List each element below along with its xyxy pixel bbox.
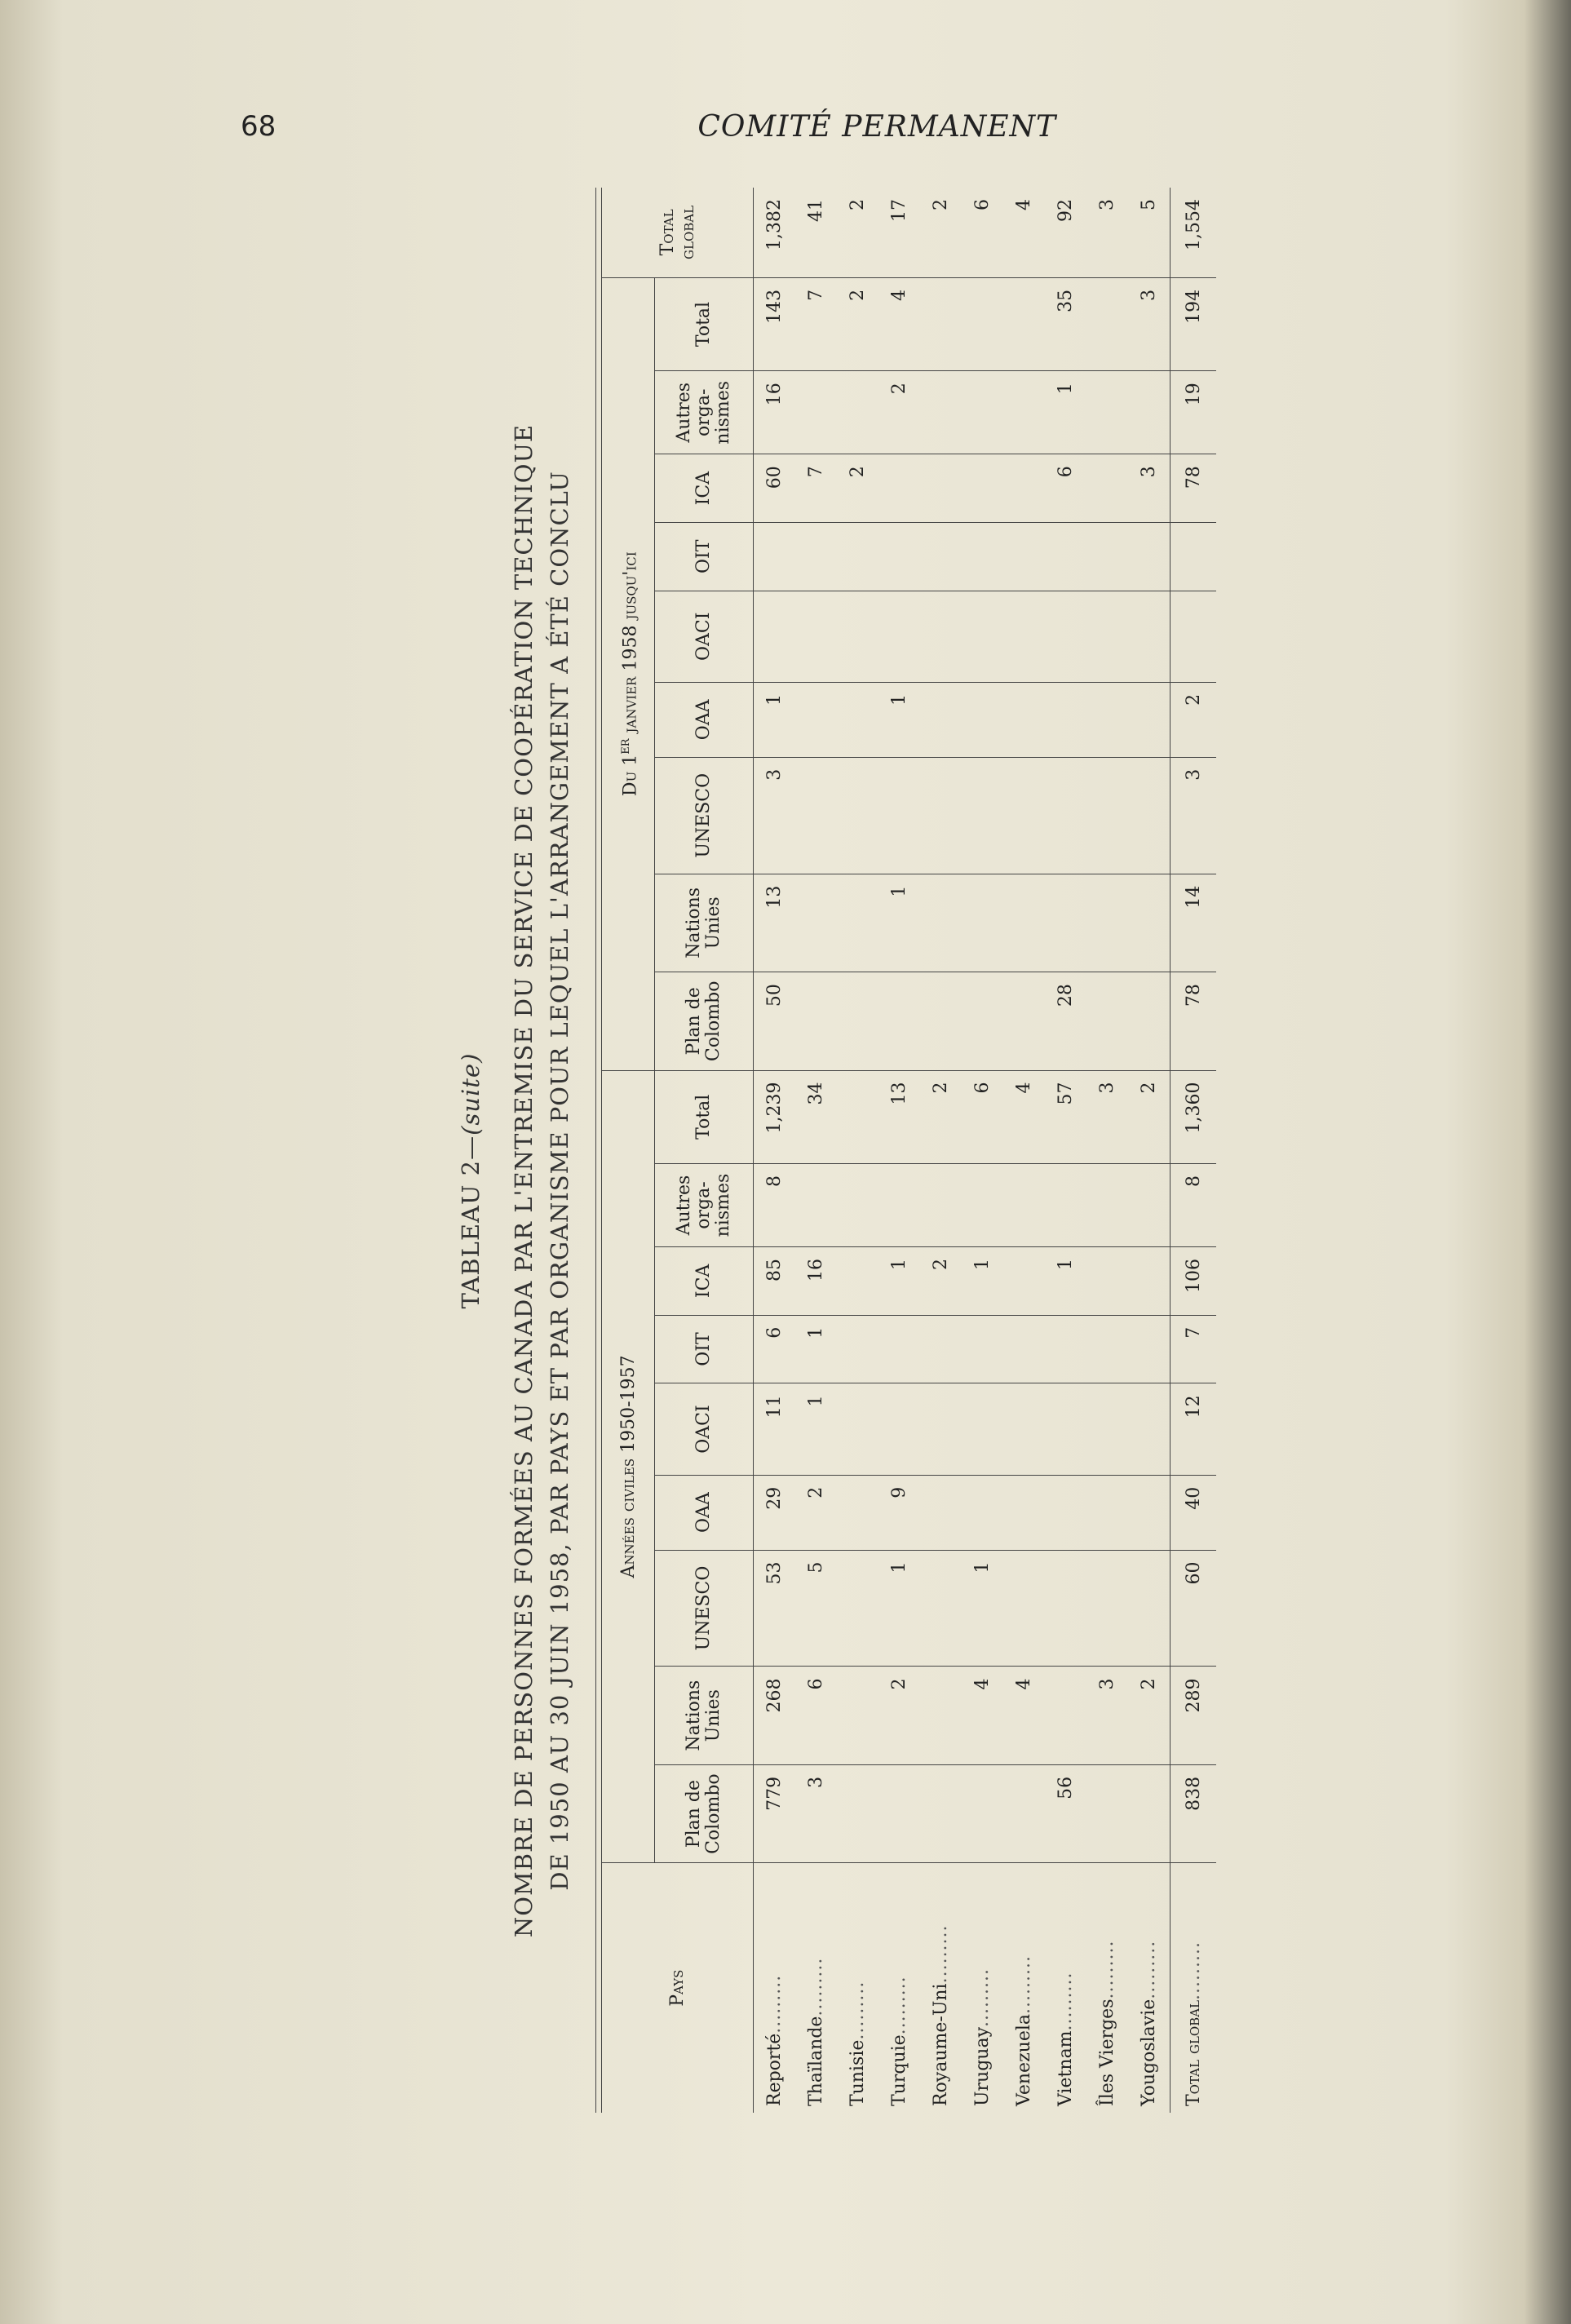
country-cell [962, 1863, 1003, 2113]
value-cell [1045, 522, 1086, 591]
value-cell [962, 972, 1003, 1070]
col-header-oaci-a: OACI [655, 1383, 754, 1475]
value-cell [878, 591, 920, 682]
value-cell [1086, 277, 1128, 370]
value-cell [1003, 1550, 1045, 1667]
value-cell [962, 1383, 1003, 1475]
value-cell [795, 874, 837, 972]
value-cell [920, 972, 962, 1070]
value-cell: 50 [754, 972, 796, 1070]
value-cell [878, 757, 920, 874]
value-cell: 1 [878, 1550, 920, 1667]
group-header-1950-1957: Années civiles 1950-1957 [602, 1070, 655, 1863]
country-name: Yougoslavie [1139, 1999, 1159, 2106]
col-header-oaa-b: OAA [655, 682, 754, 757]
value-cell [754, 522, 796, 591]
value-cell [1003, 454, 1045, 523]
value-cell [1045, 874, 1086, 972]
col-header-nu-a: Nations Unies [655, 1667, 754, 1764]
value-cell [1086, 1550, 1128, 1667]
value-cell [1045, 1383, 1086, 1475]
value-cell [878, 1163, 920, 1246]
value-cell: 53 [754, 1550, 796, 1667]
value-cell: 1,239 [754, 1070, 796, 1163]
value-cell [1003, 682, 1045, 757]
value-cell: 1,360 [1171, 1070, 1217, 1163]
value-cell: 3 [795, 1764, 837, 1862]
value-cell [837, 1764, 878, 1862]
value-cell [962, 1315, 1003, 1383]
value-cell [837, 1383, 878, 1475]
value-cell [920, 1550, 962, 1667]
value-cell: 57 [1045, 1070, 1086, 1163]
value-cell [1003, 591, 1045, 682]
value-cell [1045, 1315, 1086, 1383]
value-cell [837, 682, 878, 757]
value-cell [1128, 682, 1171, 757]
value-cell: 1 [878, 682, 920, 757]
country-name: Venezuela [1014, 2013, 1034, 2106]
value-cell: 4 [962, 1667, 1003, 1764]
value-cell: 5 [795, 1550, 837, 1667]
total-global-cell: 3 [1086, 188, 1128, 277]
leader-dots: ......... [806, 1957, 826, 2016]
value-cell: 3 [1128, 277, 1171, 370]
leader-dots: ......... [1183, 1941, 1204, 2000]
value-cell [1128, 874, 1171, 972]
country-name: Reporté [764, 2033, 785, 2106]
value-cell [1045, 682, 1086, 757]
rotated-content [457, 188, 1309, 2174]
col-header-ica-a: ICA [655, 1247, 754, 1316]
value-cell [837, 522, 878, 591]
value-cell [1086, 1475, 1128, 1550]
value-cell [920, 454, 962, 523]
total-global-cell: 41 [795, 188, 837, 277]
value-cell [1086, 371, 1128, 454]
value-cell: 2 [1128, 1070, 1171, 1163]
value-cell: 12 [1171, 1383, 1217, 1475]
country-name: Uruguay [972, 2026, 993, 2106]
value-cell [920, 371, 962, 454]
table-label-text: TABLEAU 2— [457, 1135, 485, 1309]
value-cell: 4 [878, 277, 920, 370]
value-cell [1128, 972, 1171, 1070]
value-cell: 4 [1003, 1070, 1045, 1163]
value-cell: 3 [1086, 1070, 1128, 1163]
value-cell [878, 454, 920, 523]
header-columns-row [655, 188, 754, 2113]
value-cell: 60 [754, 454, 796, 523]
value-cell [795, 972, 837, 1070]
value-cell [1003, 1315, 1045, 1383]
col-header-total-a: Total [655, 1070, 754, 1163]
value-cell [878, 1383, 920, 1475]
country-cell [1128, 1863, 1171, 2113]
value-cell [920, 757, 962, 874]
value-cell [1128, 371, 1171, 454]
value-cell [1003, 1163, 1045, 1246]
table-row [837, 188, 878, 2113]
value-cell: 29 [754, 1475, 796, 1550]
value-cell [920, 1315, 962, 1383]
value-cell [1003, 1247, 1045, 1316]
value-cell: 838 [1171, 1764, 1217, 1862]
value-cell: 4 [1003, 1667, 1045, 1764]
value-cell [795, 522, 837, 591]
value-cell [1003, 1475, 1045, 1550]
value-cell [1128, 757, 1171, 874]
leader-dots: ......... [1139, 1940, 1159, 1999]
value-cell: 194 [1171, 277, 1217, 370]
col-header-unesco-a: UNESCO [655, 1550, 754, 1667]
value-cell: 3 [1171, 757, 1217, 874]
value-cell: 11 [754, 1383, 796, 1475]
total-global-cell: 2 [920, 188, 962, 277]
table-row [962, 188, 1003, 2113]
value-cell: 34 [795, 1070, 837, 1163]
country-name: Thaïlande [806, 2016, 826, 2106]
value-cell: 16 [795, 1247, 837, 1316]
col-header-plan-a: Plan de Colombo [655, 1764, 754, 1862]
total-row [1171, 188, 1217, 2113]
value-cell [920, 874, 962, 972]
col-header-autres-a: Autres orga- nismes [655, 1163, 754, 1246]
value-cell [1086, 1163, 1128, 1246]
value-cell: 1 [962, 1247, 1003, 1316]
value-cell [1003, 1764, 1045, 1862]
total-global-cell: 92 [1045, 188, 1086, 277]
value-cell [1086, 1383, 1128, 1475]
value-cell [1086, 1247, 1128, 1316]
value-cell [878, 1764, 920, 1862]
group-2-suffix: janvier 1958 jusqu'ici [620, 551, 641, 739]
value-cell [878, 1315, 920, 1383]
value-cell: 2 [837, 454, 878, 523]
value-cell [837, 1247, 878, 1316]
value-cell: 16 [754, 371, 796, 454]
value-cell [920, 522, 962, 591]
country-cell [795, 1863, 837, 2113]
value-cell [1045, 1550, 1086, 1667]
value-cell [837, 1550, 878, 1667]
group-header-1958 [602, 277, 655, 1070]
value-cell: 13 [754, 874, 796, 972]
table-row [795, 188, 837, 2113]
country-cell [1171, 1863, 1217, 2113]
table-row [1086, 188, 1128, 2113]
col-header-oit-b: OIT [655, 522, 754, 591]
country-cell [1086, 1863, 1128, 2113]
value-cell [1003, 522, 1045, 591]
country-cell [1045, 1863, 1086, 2113]
value-cell [837, 1315, 878, 1383]
value-cell [1128, 1475, 1171, 1550]
header-group-row [602, 188, 655, 2113]
col-header-oaci-b: OACI [655, 591, 754, 682]
total-global-cell: 2 [837, 188, 878, 277]
table-row [1045, 188, 1086, 2113]
col-header-oit-a: OIT [655, 1315, 754, 1383]
country-cell [1003, 1863, 1045, 2113]
value-cell [920, 1163, 962, 1246]
value-cell [837, 1163, 878, 1246]
value-cell: 56 [1045, 1764, 1086, 1862]
value-cell [962, 522, 1003, 591]
value-cell [920, 682, 962, 757]
value-cell: 2 [920, 1070, 962, 1163]
value-cell: 7 [1171, 1315, 1217, 1383]
value-cell [1128, 1383, 1171, 1475]
value-cell [920, 1764, 962, 1862]
col-header-total-global: Total global [602, 188, 754, 277]
value-cell [1045, 591, 1086, 682]
value-cell [1003, 874, 1045, 972]
leader-dots: ......... [931, 1924, 951, 1984]
value-cell: 7 [795, 277, 837, 370]
value-cell: 2 [795, 1475, 837, 1550]
value-cell: 268 [754, 1667, 796, 1764]
value-cell [1086, 757, 1128, 874]
value-cell [920, 277, 962, 370]
value-cell [1086, 874, 1128, 972]
leader-dots: ......... [764, 1974, 785, 2034]
data-table [602, 188, 1216, 2113]
value-cell [1128, 1315, 1171, 1383]
value-cell: 6 [1045, 454, 1086, 523]
col-header-autres-b: Autres orga- nismes [655, 371, 754, 454]
value-cell: 78 [1171, 972, 1217, 1070]
country-name: Turquie [889, 2034, 909, 2106]
total-global-cell: 4 [1003, 188, 1045, 277]
value-cell [754, 591, 796, 682]
value-cell [1003, 972, 1045, 1070]
value-cell: 2 [837, 277, 878, 370]
value-cell [837, 757, 878, 874]
col-header-total-b: Total [655, 277, 754, 370]
value-cell: 19 [1171, 371, 1217, 454]
value-cell [920, 591, 962, 682]
value-cell: 1 [795, 1383, 837, 1475]
country-cell [878, 1863, 920, 2113]
value-cell [962, 371, 1003, 454]
table-row [1128, 188, 1171, 2113]
value-cell: 28 [1045, 972, 1086, 1070]
value-cell: 2 [1128, 1667, 1171, 1764]
value-cell: 2 [920, 1247, 962, 1316]
value-cell [920, 1383, 962, 1475]
value-cell [795, 371, 837, 454]
value-cell [795, 1163, 837, 1246]
value-cell [962, 277, 1003, 370]
table-label [457, 188, 485, 2174]
value-cell [837, 1475, 878, 1550]
value-cell [1045, 1475, 1086, 1550]
value-cell [962, 874, 1003, 972]
leader-dots: ......... [1097, 1940, 1117, 1999]
value-cell [962, 1475, 1003, 1550]
total-global-cell: 5 [1128, 188, 1171, 277]
col-header-pays: Pays [667, 1969, 688, 2007]
country-name: Royaume-Uni [931, 1983, 951, 2106]
country-name: Tunisie [847, 2039, 868, 2106]
value-cell [837, 1070, 878, 1163]
value-cell [837, 591, 878, 682]
value-cell: 13 [878, 1070, 920, 1163]
value-cell: 106 [1171, 1247, 1217, 1316]
group-2-prefix: Du 1 [620, 754, 641, 797]
country-cell [920, 1863, 962, 2113]
value-cell: 2 [1171, 682, 1217, 757]
table-head [602, 188, 754, 2113]
value-cell [1086, 682, 1128, 757]
value-cell [878, 972, 920, 1070]
value-cell [1128, 522, 1171, 591]
country-cell [837, 1863, 878, 2113]
value-cell: 7 [795, 454, 837, 523]
country-name: Total global [1183, 2000, 1204, 2106]
table-row [1003, 188, 1045, 2113]
value-cell: 779 [754, 1764, 796, 1862]
value-cell [1086, 454, 1128, 523]
value-cell [1003, 277, 1045, 370]
value-cell: 3 [1086, 1667, 1128, 1764]
value-cell [795, 591, 837, 682]
table-title [506, 188, 578, 2174]
running-title: COMITÉ PERMANENT [697, 110, 1056, 144]
value-cell [1045, 1163, 1086, 1246]
total-global-cell: 1,554 [1171, 188, 1217, 277]
value-cell: 3 [1128, 454, 1171, 523]
value-cell: 2 [878, 371, 920, 454]
col-header-oaa-a: OAA [655, 1475, 754, 1550]
value-cell [920, 1475, 962, 1550]
value-cell [1045, 1667, 1086, 1764]
value-cell [962, 454, 1003, 523]
value-cell: 40 [1171, 1475, 1217, 1550]
value-cell [1128, 1550, 1171, 1667]
value-cell [795, 682, 837, 757]
page-number: 68 [241, 110, 277, 143]
value-cell: 85 [754, 1247, 796, 1316]
value-cell [1086, 972, 1128, 1070]
leader-dots: ......... [889, 1976, 909, 2035]
value-cell [962, 1764, 1003, 1862]
value-cell [795, 757, 837, 874]
value-cell: 1 [962, 1550, 1003, 1667]
total-global-cell: 6 [962, 188, 1003, 277]
leader-dots: ......... [847, 1981, 868, 2040]
value-cell: 2 [878, 1667, 920, 1764]
value-cell [920, 1667, 962, 1764]
value-cell [1171, 522, 1217, 591]
table-label-suffix: (suite) [457, 1052, 485, 1135]
value-cell [837, 972, 878, 1070]
group-2-sup: er [615, 738, 633, 755]
value-cell [837, 874, 878, 972]
value-cell [962, 1163, 1003, 1246]
value-cell [962, 591, 1003, 682]
value-cell: 6 [754, 1315, 796, 1383]
value-cell: 1 [1045, 1247, 1086, 1316]
value-cell: 8 [754, 1163, 796, 1246]
col-header-nu-b: Nations Unies [655, 874, 754, 972]
table-body [754, 188, 1217, 2113]
value-cell: 1 [1045, 371, 1086, 454]
value-cell [1128, 591, 1171, 682]
value-cell [1003, 757, 1045, 874]
double-rule [595, 188, 602, 2113]
value-cell: 143 [754, 277, 796, 370]
value-cell [1086, 522, 1128, 591]
value-cell [1086, 1315, 1128, 1383]
value-cell: 9 [878, 1475, 920, 1550]
table-title-line-2: DE 1950 AU 30 JUIN 1958, PAR PAYS ET PAR ORGANISME POUR LEQUEL L'ARRANGEMENT A ÉTÉ CONCLU [546, 471, 573, 1891]
col-header-unesco-b: UNESCO [655, 757, 754, 874]
value-cell: 1 [754, 682, 796, 757]
value-cell [1128, 1163, 1171, 1246]
value-cell: 35 [1045, 277, 1086, 370]
value-cell: 1 [795, 1315, 837, 1383]
value-cell [962, 682, 1003, 757]
value-cell: 289 [1171, 1667, 1217, 1764]
value-cell: 8 [1171, 1163, 1217, 1246]
col-header-plan-b: Plan de Colombo [655, 972, 754, 1070]
value-cell [878, 522, 920, 591]
col-header-ica-b: ICA [655, 454, 754, 523]
leader-dots: ......... [1014, 1955, 1034, 2014]
table-title-line-1: NOMBRE DE PERSONNES FORMÉES AU CANADA PAR L'ENTREMISE DU SERVICE DE COOPÉRATION TECHNIQUE [510, 423, 538, 1938]
leader-dots: ......... [972, 1968, 993, 2027]
country-name: Vietnam [1055, 2030, 1076, 2106]
value-cell [1128, 1764, 1171, 1862]
value-cell [962, 757, 1003, 874]
value-cell [1045, 757, 1086, 874]
total-global-cell: 17 [878, 188, 920, 277]
page-header [241, 110, 1056, 151]
country-name: Îles Vierges [1097, 1999, 1117, 2106]
leader-dots: ......... [1055, 1972, 1076, 2031]
value-cell [1086, 591, 1128, 682]
rotated-table-area [457, 188, 1309, 2174]
value-cell: 1 [878, 874, 920, 972]
value-cell: 6 [795, 1667, 837, 1764]
table-row [878, 188, 920, 2113]
value-cell [1128, 1247, 1171, 1316]
value-cell: 60 [1171, 1550, 1217, 1667]
value-cell [837, 371, 878, 454]
value-cell: 6 [962, 1070, 1003, 1163]
table-row [920, 188, 962, 2113]
value-cell: 1 [878, 1247, 920, 1316]
value-cell [1003, 1383, 1045, 1475]
value-cell [1003, 371, 1045, 454]
value-cell [1086, 1764, 1128, 1862]
table-row [754, 188, 796, 2113]
value-cell [1171, 591, 1217, 682]
country-cell [754, 1863, 796, 2113]
value-cell [837, 1667, 878, 1764]
value-cell: 14 [1171, 874, 1217, 972]
value-cell: 3 [754, 757, 796, 874]
value-cell: 78 [1171, 454, 1217, 523]
total-global-cell: 1,382 [754, 188, 796, 277]
